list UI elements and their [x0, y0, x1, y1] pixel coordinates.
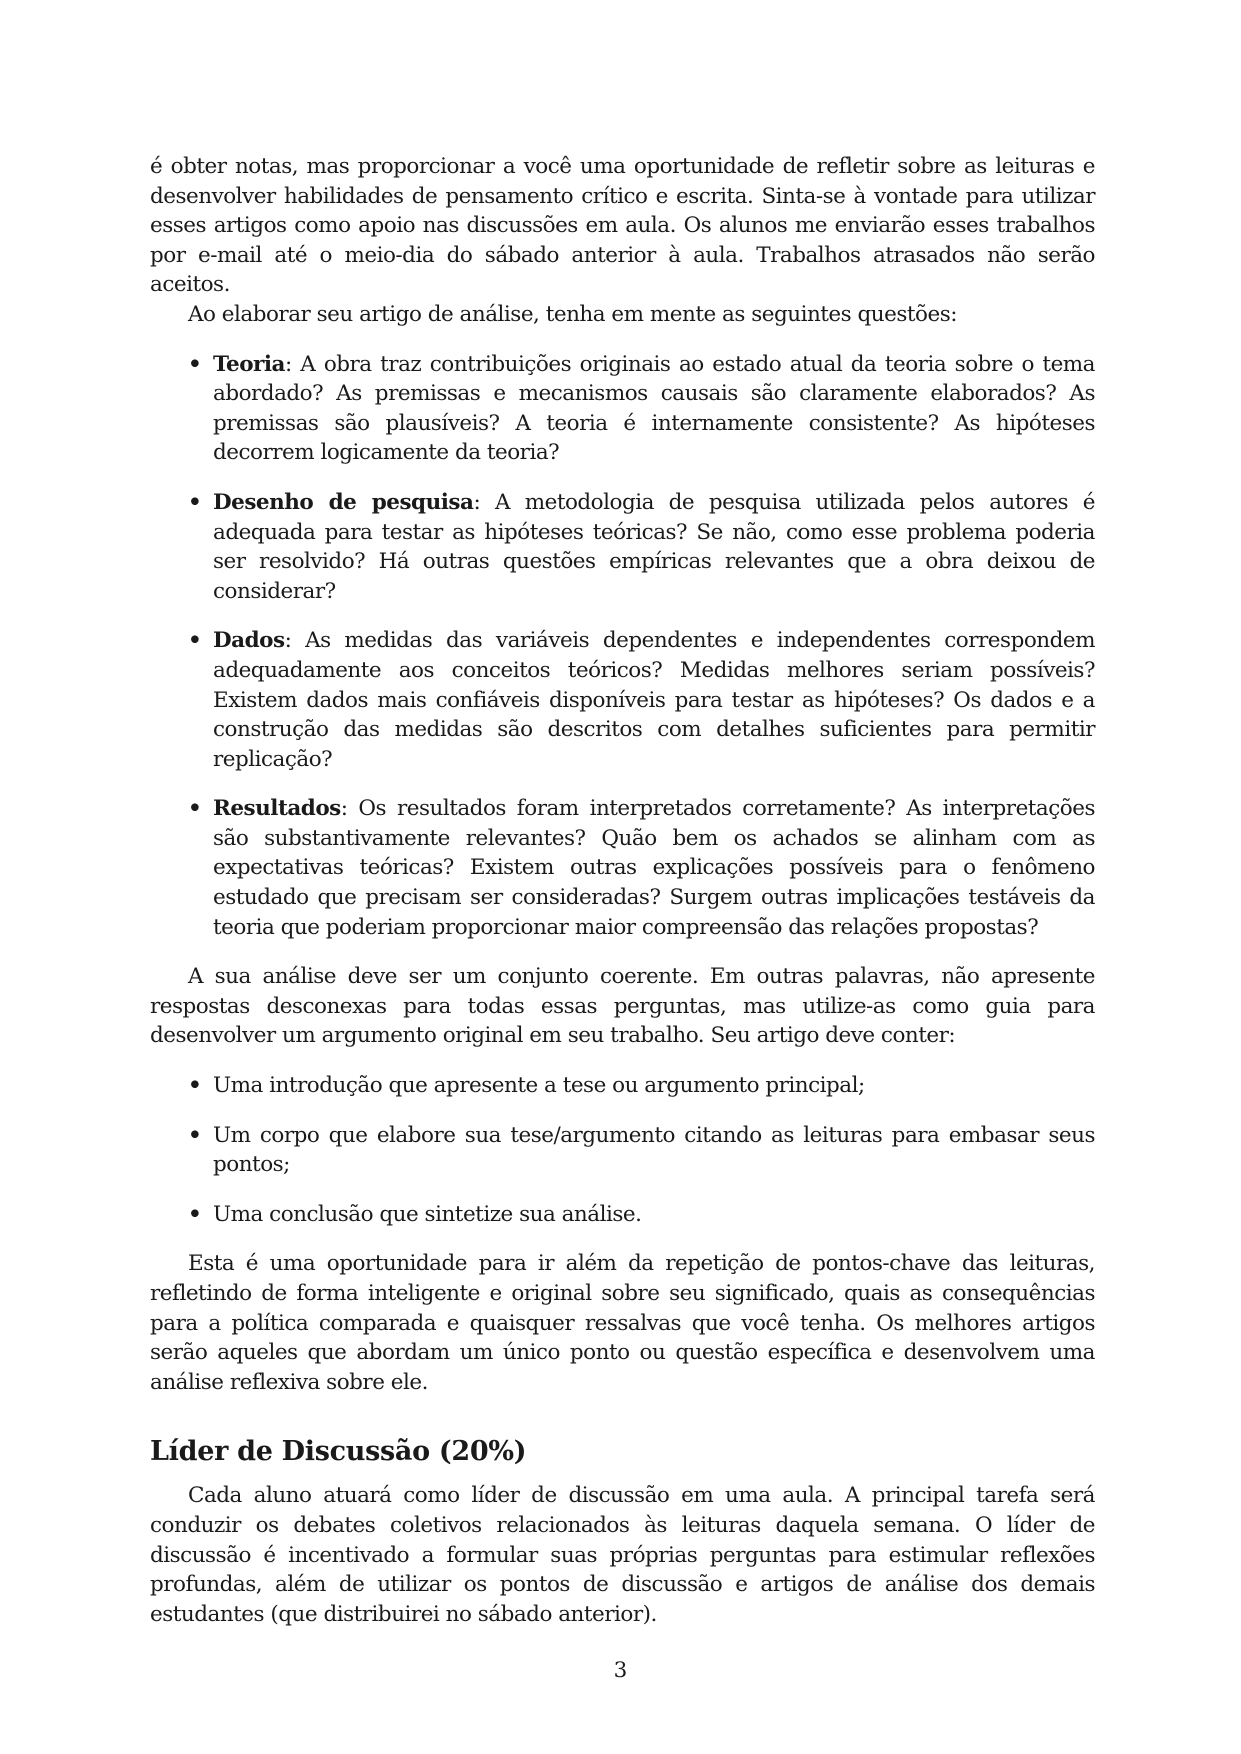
bullet-marker: •: [188, 1201, 202, 1227]
question-term: Desenho de pesquisa: [213, 489, 474, 515]
list-item: [150, 488, 1095, 606]
structure-item-text: Um corpo que elabore sua tese/argumento citando as leituras para embasar seus pontos;: [213, 1122, 1095, 1178]
bullet-marker: •: [188, 1073, 202, 1099]
section-paragraph: Cada aluno atuará como líder de discussão em uma aula. A principal tarefa será conduzir os debates coletivos relacionados às leituras daquela semana. O líder de discussão é incentivado a formular suas próprias perguntas para estimular reflexões profundas, além de utilizar os pontos de discussão e artigos de análise dos demais estudantes (que distribuirei no sábado anterior).: [150, 1483, 1095, 1627]
questions-list: [150, 350, 1095, 943]
list-item: [150, 626, 1095, 774]
structure-paragraph: A sua análise deve ser um conjunto coerente. Em outras palavras, não apresente respostas desconexas para todas essas perguntas, mas utilize-as como guia para desenvolver um argumento original em seu trabalho. Seu artigo deve conter:: [150, 964, 1095, 1049]
question-text: : A obra traz contribuições originais ao estado atual da teoria sobre o tema abordado? As premissas e mecanismos causais são claramente elaborados? As premissas são plausíveis? A teoria é internamente consistente? As hipóteses decorrem logicamente da teoria?: [213, 351, 1095, 466]
bullet-marker: •: [188, 351, 202, 377]
document-page: [150, 152, 1095, 1629]
question-text: : Os resultados foram interpretados corretamente? As interpretações são substantivamente relevantes? Quão bem os achados se alinham com as expectativas teóricas? Existem outras explicações possíveis para o fenômeno estudado que precisam ser consideradas? Surgem outras implicações testáveis da teoria que poderiam proporcionar maior compreensão das relações propostas?: [213, 796, 1095, 940]
question-text: : As medidas das variáveis dependentes e independentes correspondem adequadamente aos conceitos teóricos? Medidas melhores seriam possíveis? Existem dados mais confiáveis disponíveis para testar as hipóteses? Os dados e a construção das medidas são descritos com detalhes suficientes para permitir replicação?: [213, 628, 1095, 772]
list-item: [150, 1071, 1095, 1101]
closing-paragraph: Esta é uma oportunidade para ir além da repetição de pontos-chave das leituras, refletindo de forma inteligente e original sobre seu significado, quais as consequências para a política comparada e quaisquer ressalvas que você tenha. Os melhores artigos serão aqueles que abordam um único ponto ou questão específica e desenvolvem uma análise reflexiva sobre ele.: [150, 1251, 1095, 1395]
page-number: 3: [613, 1658, 628, 1683]
structure-list: [150, 1071, 1095, 1229]
question-term: Dados: [213, 628, 285, 654]
structure-item-text: Uma conclusão que sintetize sua análise.: [213, 1201, 642, 1227]
structure-item-text: Uma introdução que apresente a tese ou argumento principal;: [213, 1073, 865, 1099]
question-term: Resultados: [213, 796, 341, 822]
list-item: [150, 1200, 1095, 1230]
bullet-marker: •: [188, 628, 202, 654]
list-item: [150, 350, 1095, 468]
intro-continuation-paragraph: é obter notas, mas proporcionar a você uma oportunidade de refletir sobre as leituras e desenvolver habilidades de pensamento crítico e escrita. Sinta-se à vontade para utilizar esses artigos como apoio nas discussões em aula. Os alunos me enviarão esses trabalhos por e-mail até o meio-dia do sábado anterior à aula. Trabalhos atrasados não serão aceitos.: [150, 154, 1095, 298]
question-text: : A metodologia de pesquisa utilizada pelos autores é adequada para testar as hipóteses teóricas? Se não, como esse problema poderia ser resolvido? Há outras questões empíricas relevantes que a obra deixou de considerar?: [213, 489, 1095, 604]
bullet-marker: •: [188, 796, 202, 822]
list-item: [150, 794, 1095, 942]
list-item: [150, 1121, 1095, 1180]
question-term: Teoria: [213, 351, 285, 377]
bullet-marker: •: [188, 1122, 202, 1148]
questions-lead-paragraph: Ao elaborar seu artigo de análise, tenha em mente as seguintes questões:: [188, 301, 957, 327]
section-heading: Líder de Discussão (20%): [150, 1436, 527, 1468]
bullet-marker: •: [188, 489, 202, 515]
